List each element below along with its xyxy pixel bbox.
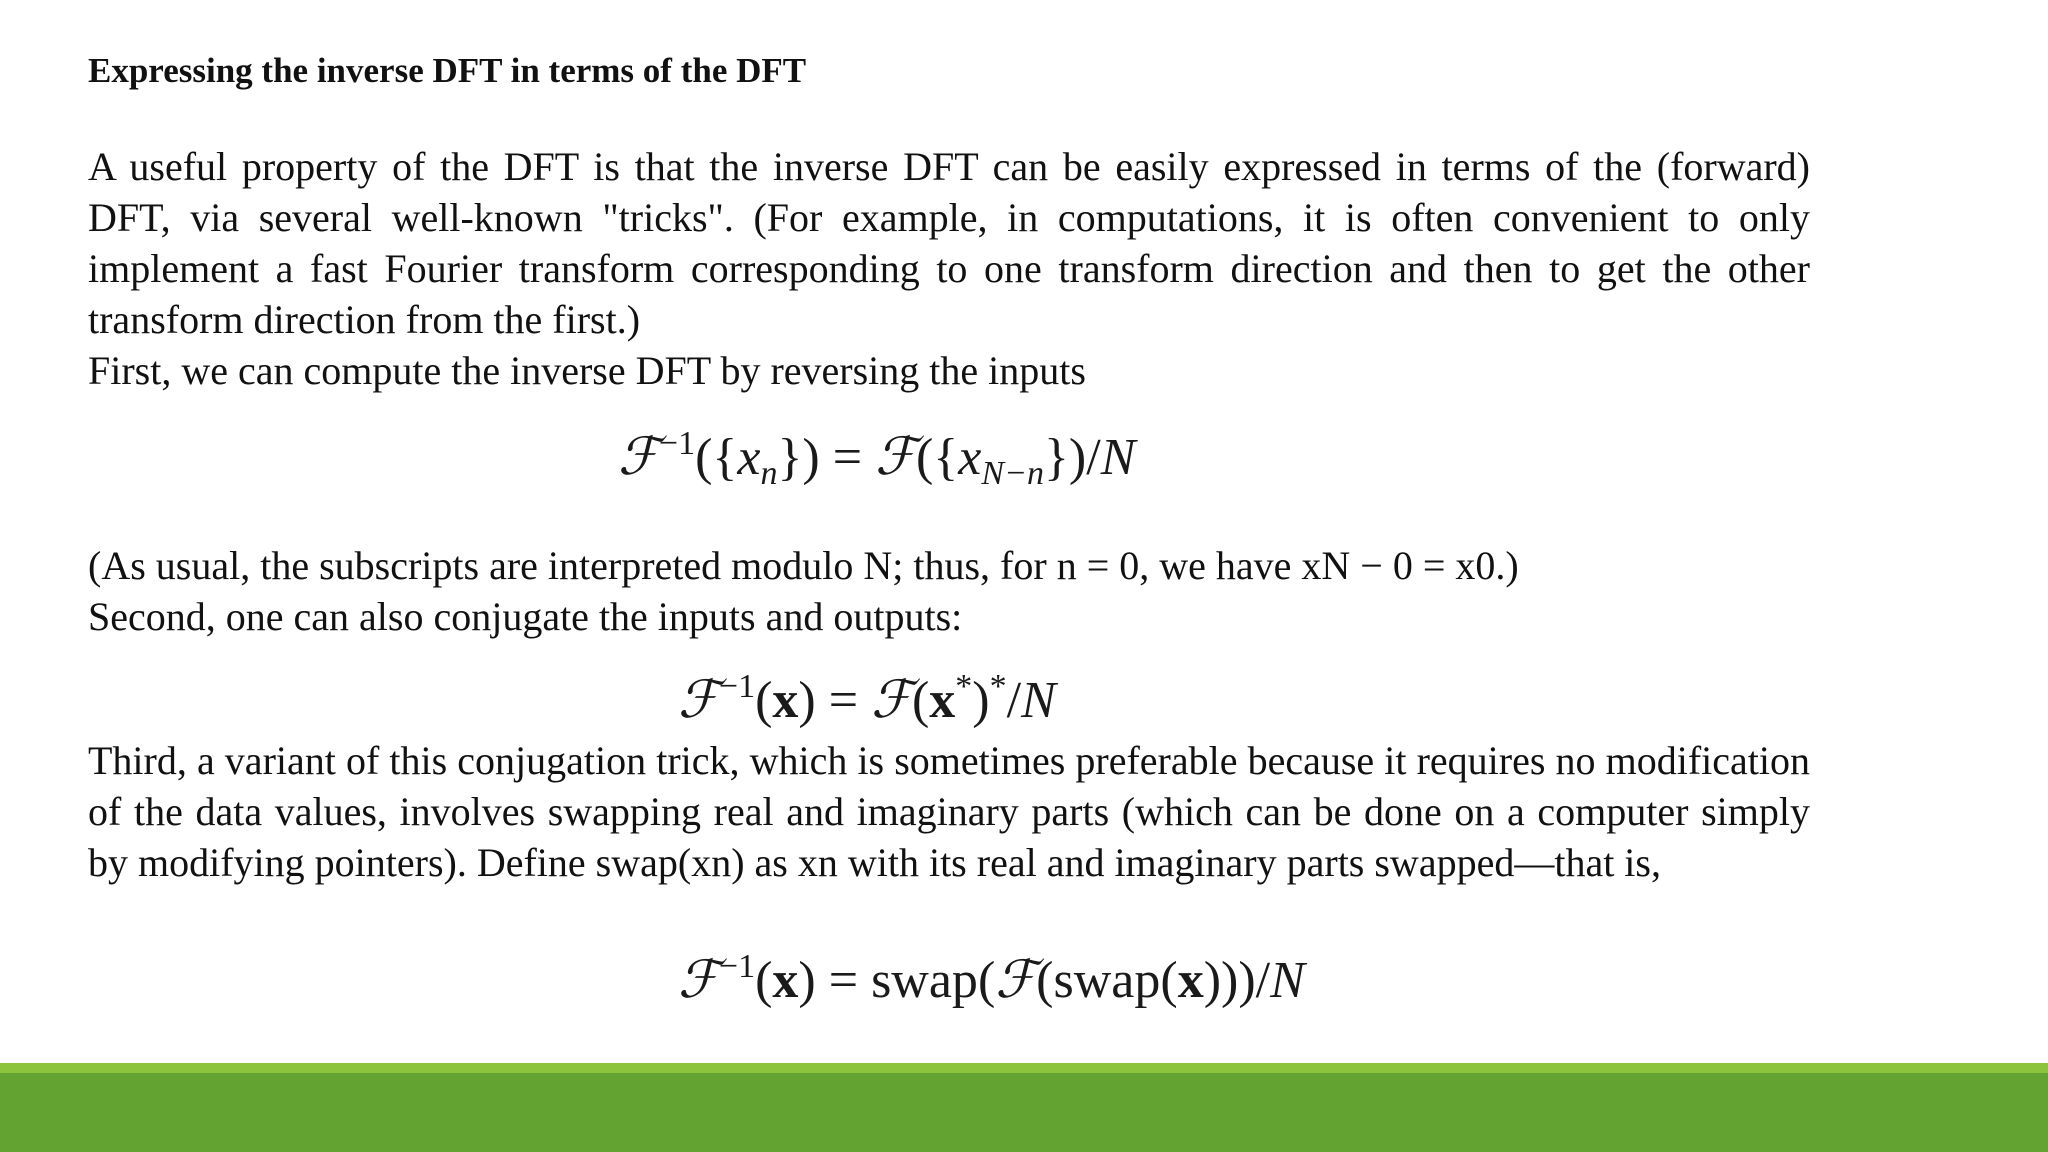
close-paren: ) — [798, 952, 816, 1009]
equation-swap: ℱ$^{-1}$(x) = swap(ℱ(swap(x)))/N — [678, 948, 1305, 1010]
close-paren: ) — [798, 672, 816, 729]
close-paren-1: ) — [1203, 952, 1222, 1009]
x-vector-rhs: x — [1177, 952, 1204, 1009]
rhs-close: })/ — [1043, 429, 1101, 486]
fourier-symbol: ℱ — [678, 670, 719, 730]
open-paren: ( — [755, 672, 773, 729]
equation-conjugate: ℱ$^{-1}$(x) = ℱ(x*)*/N — [678, 668, 1056, 730]
swap-word-inner: swap — [1053, 952, 1161, 1009]
equals-sign: = — [832, 429, 863, 486]
N-symbol: N — [1021, 672, 1056, 729]
x-symbol: x — [737, 429, 761, 486]
x-vector: x — [772, 952, 799, 1009]
N-symbol: N — [1100, 429, 1136, 486]
fourier-symbol-rhs: ℱ — [875, 427, 916, 487]
fourier-symbol: ℱ — [618, 427, 659, 487]
close-paren-rhs: ) — [972, 672, 990, 729]
open-paren-swap: ( — [977, 952, 996, 1009]
lhs-close: }) — [777, 429, 820, 486]
open-paren-f: ( — [1036, 952, 1054, 1009]
equals-sign: = — [828, 672, 859, 729]
first-trick-text: First, we can compute the inverse DFT by reversing the inputs — [88, 348, 1086, 393]
close-paren-3: ) — [1238, 952, 1256, 1009]
subscript-n-minus: N−n — [981, 455, 1044, 492]
equation-reverse-inputs — [618, 425, 1136, 492]
lhs-open: ({ — [695, 429, 738, 486]
second-trick-text: Second, one can also conjugate the inputs and outputs: — [88, 594, 963, 639]
conjugate-star-outer: * — [989, 668, 1007, 705]
open-paren: ( — [755, 952, 773, 1009]
conjugate-star: * — [955, 668, 973, 705]
third-trick-paragraph: Third, a variant of this conjugation trick, which is sometimes preferable because it requires no modification of the data values, involves swapping real and imaginary parts (which can be done on a computer simply by modifying pointers). Define swap(xn) as xn with its real and imaginary parts swapped—that is, — [88, 738, 1810, 885]
x-vector-rhs: x — [929, 672, 956, 729]
x-vector: x — [772, 672, 799, 729]
slide-title: Expressing the inverse DFT in terms of the DFT — [88, 51, 807, 90]
subscript-n: n — [760, 455, 778, 492]
N-symbol: N — [1270, 952, 1305, 1009]
open-paren-inner: ( — [1160, 952, 1178, 1009]
open-paren-rhs: ( — [911, 672, 930, 729]
inverse-superscript: −1 — [718, 948, 756, 985]
rhs-open: ({ — [915, 429, 959, 486]
fourier-symbol-rhs: ℱ — [995, 950, 1037, 1010]
footer-band — [0, 1073, 2048, 1152]
footer-stripe — [0, 1063, 2048, 1073]
inverse-superscript: −1 — [658, 425, 696, 462]
x-symbol-rhs: x — [958, 429, 982, 486]
inverse-superscript: −1 — [718, 668, 756, 705]
intro-paragraph: A useful property of the DFT is that the inverse DFT can be easily expressed in terms of the (forward) DFT, via several well-known "tricks". (For example, in computations, it is often convenient to only implement a fast Fourier transform corresponding to one transform direction and then to get the other transform direction from the first.) — [88, 144, 1810, 342]
swap-word: swap — [871, 952, 978, 1009]
equals-sign: = — [828, 952, 859, 1009]
fourier-symbol-rhs: ℱ — [871, 670, 912, 730]
modulo-note: (As usual, the subscripts are interpreted modulo N; thus, for n = 0, we have xN − 0 = x0.) — [88, 543, 1519, 588]
close-paren-2: ) — [1221, 952, 1239, 1009]
fourier-symbol: ℱ — [678, 950, 719, 1010]
